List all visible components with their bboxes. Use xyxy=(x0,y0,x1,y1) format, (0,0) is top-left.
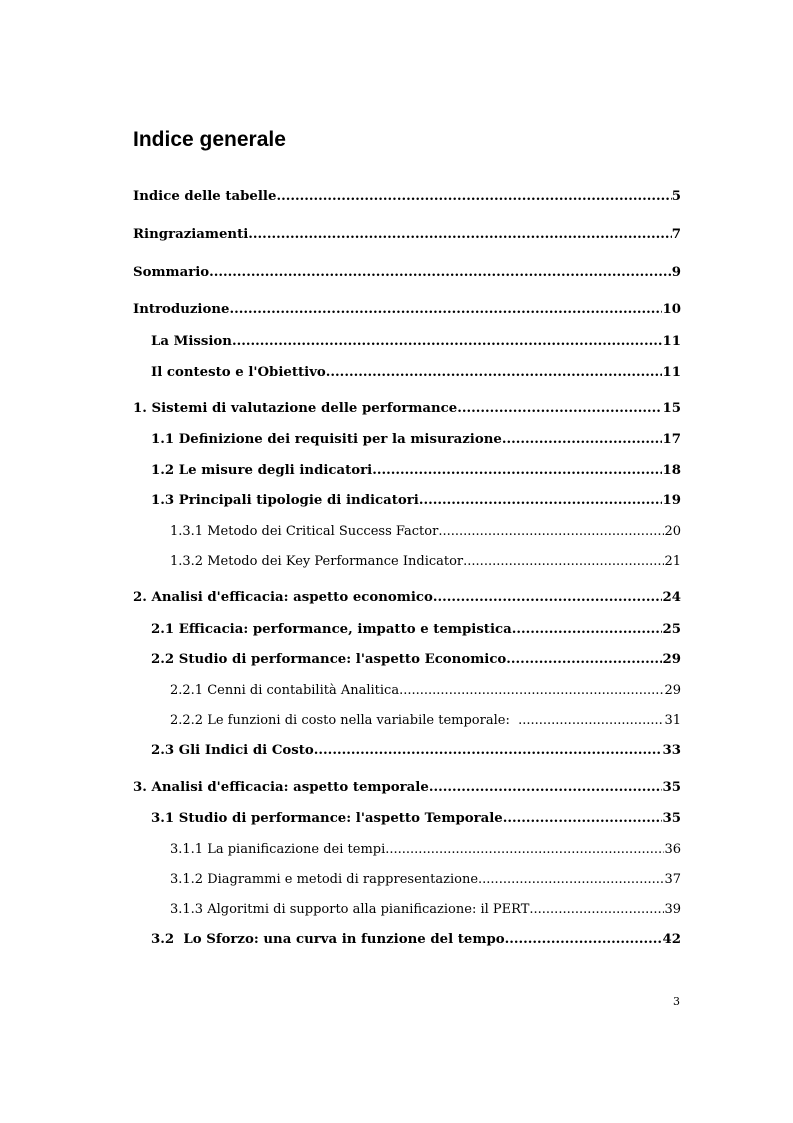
toc-entry-text: 1. Sistemi di valutazione delle performance xyxy=(133,401,458,416)
toc-entry-1-1[interactable] xyxy=(151,432,681,454)
leader-dots xyxy=(506,652,662,667)
toc-entry-page: 29 xyxy=(662,652,681,667)
leader-dots xyxy=(229,302,662,317)
toc-entry-page: 36 xyxy=(664,842,681,857)
toc-entry-text: Indice delle tabelle xyxy=(133,189,277,204)
toc-entry-text: 2.2.2 Le funzioni di costo nella variabile temporale: xyxy=(170,713,519,728)
toc-entry-page: 25 xyxy=(662,622,681,637)
leader-dots xyxy=(505,932,663,947)
toc-entry-page: 11 xyxy=(662,334,681,349)
toc-entry-2-2-1[interactable] xyxy=(170,683,681,705)
toc-entry-page: 33 xyxy=(662,743,681,758)
leader-dots xyxy=(232,334,663,349)
leader-dots xyxy=(503,811,663,826)
toc-entry-page: 39 xyxy=(664,902,681,917)
leader-dots xyxy=(478,872,664,887)
toc-entry-chapter-1[interactable] xyxy=(133,401,681,423)
leader-dots xyxy=(385,842,664,857)
toc-entry-1-3-2[interactable] xyxy=(170,554,681,576)
toc-entry-3-1-3[interactable] xyxy=(170,902,681,924)
toc-entry-page: 11 xyxy=(662,365,681,380)
toc-entry-page: 10 xyxy=(662,302,681,317)
leader-dots xyxy=(326,365,663,380)
toc-entry-1-3[interactable] xyxy=(151,493,681,515)
toc-entry-chapter-3[interactable] xyxy=(133,780,681,802)
toc-entry-text: 3.1 Studio di performance: l'aspetto Temporale xyxy=(151,811,503,826)
leader-dots xyxy=(529,902,664,917)
toc-entry-page: 24 xyxy=(662,590,681,605)
leader-dots xyxy=(209,265,672,280)
toc-entry-contesto-obiettivo[interactable] xyxy=(151,365,681,387)
leader-dots xyxy=(429,780,663,795)
toc-entry-page: 19 xyxy=(662,493,681,508)
toc-entry-page: 9 xyxy=(671,265,681,280)
toc-entry-1-3-1[interactable] xyxy=(170,524,681,546)
toc-entry-page: 20 xyxy=(664,524,681,539)
toc-entry-page: 18 xyxy=(662,463,681,478)
leader-dots xyxy=(502,432,663,447)
toc-entry-text: 2. Analisi d'efficacia: aspetto economico xyxy=(133,590,433,605)
leader-dots xyxy=(433,590,663,605)
toc-entry-ringraziamenti[interactable] xyxy=(133,227,681,249)
toc-entry-3-2[interactable] xyxy=(151,932,681,954)
toc-entry-text: 2.1 Efficacia: performance, impatto e tempistica xyxy=(151,622,512,637)
toc-entry-text: 1.3.2 Metodo dei Key Performance Indicator xyxy=(170,554,464,569)
toc-entry-sommario[interactable] xyxy=(133,265,681,287)
toc-entry-la-mission[interactable] xyxy=(151,334,681,356)
toc-entry-text: 3.1.2 Diagrammi e metodi di rappresentazione xyxy=(170,872,479,887)
toc-entry-3-1[interactable] xyxy=(151,811,681,833)
toc-entry-text: 3.2 Lo Sforzo: una curva in funzione del tempo xyxy=(151,932,505,947)
toc-entry-2-2-2[interactable] xyxy=(170,713,681,735)
toc-entry-text: 1.1 Definizione dei requisiti per la misurazione xyxy=(151,432,502,447)
page-number: 3 xyxy=(673,995,680,1008)
leader-dots xyxy=(372,463,662,478)
toc-entry-page: 35 xyxy=(662,780,681,795)
toc-entry-page: 42 xyxy=(662,932,681,947)
leader-dots xyxy=(457,401,662,416)
toc-entry-chapter-2[interactable] xyxy=(133,590,681,612)
toc-entry-1-2[interactable] xyxy=(151,463,681,485)
leader-dots xyxy=(438,524,664,539)
toc-entry-text: 1.2 Le misure degli indicatori xyxy=(151,463,373,478)
leader-dots xyxy=(419,493,663,508)
toc-entry-text: 2.2 Studio di performance: l'aspetto Economico xyxy=(151,652,507,667)
toc-entry-text: La Mission xyxy=(151,334,232,349)
toc-entry-3-1-2[interactable] xyxy=(170,872,681,894)
toc-entry-text: Introduzione xyxy=(133,302,230,317)
toc-entry-2-2[interactable] xyxy=(151,652,681,674)
toc-entry-2-1[interactable] xyxy=(151,622,681,644)
toc-entry-page: 31 xyxy=(664,713,681,728)
toc-entry-3-1-1[interactable] xyxy=(170,842,681,864)
toc-entry-page: 35 xyxy=(662,811,681,826)
toc-entry-2-3[interactable] xyxy=(151,743,681,765)
toc-entry-page: 7 xyxy=(671,227,681,242)
toc-entry-indice-tabelle[interactable] xyxy=(133,189,681,211)
leader-dots xyxy=(463,554,664,569)
toc-entry-introduzione[interactable] xyxy=(133,302,681,324)
toc-entry-text: Sommario xyxy=(133,265,210,280)
leader-dots xyxy=(403,683,664,698)
toc-entry-text: Il contesto e l'Obiettivo xyxy=(151,365,326,380)
toc-entry-page: 37 xyxy=(664,872,681,887)
leader-dots xyxy=(248,227,671,242)
toc-entry-page: 17 xyxy=(662,432,681,447)
page-title: Indice generale xyxy=(133,128,286,151)
toc-entry-text: 1.3.1 Metodo dei Critical Success Factor xyxy=(170,524,439,539)
toc-entry-text: 3. Analisi d'efficacia: aspetto temporale xyxy=(133,780,429,795)
toc-entry-text: 2.2.1 Cenni di contabilità Analitica. xyxy=(170,683,404,698)
leader-dots xyxy=(512,622,663,637)
toc-entry-text: 3.1.3 Algoritmi di supporto alla pianificazione: il PERT xyxy=(170,902,530,917)
toc-entry-text: Ringraziamenti xyxy=(133,227,249,242)
leader-dots xyxy=(518,713,664,728)
toc-entry-text: 2.3 Gli Indici di Costo xyxy=(151,743,314,758)
leader-dots xyxy=(314,743,663,758)
toc-entry-page: 15 xyxy=(662,401,681,416)
toc-entry-text: 3.1.1 La pianificazione dei tempi xyxy=(170,842,386,857)
toc-entry-page: 29 xyxy=(664,683,681,698)
toc-entry-page: 21 xyxy=(664,554,681,569)
toc-entry-page: 5 xyxy=(671,189,681,204)
toc-entry-text: 1.3 Principali tipologie di indicatori xyxy=(151,493,419,508)
leader-dots xyxy=(276,189,671,204)
